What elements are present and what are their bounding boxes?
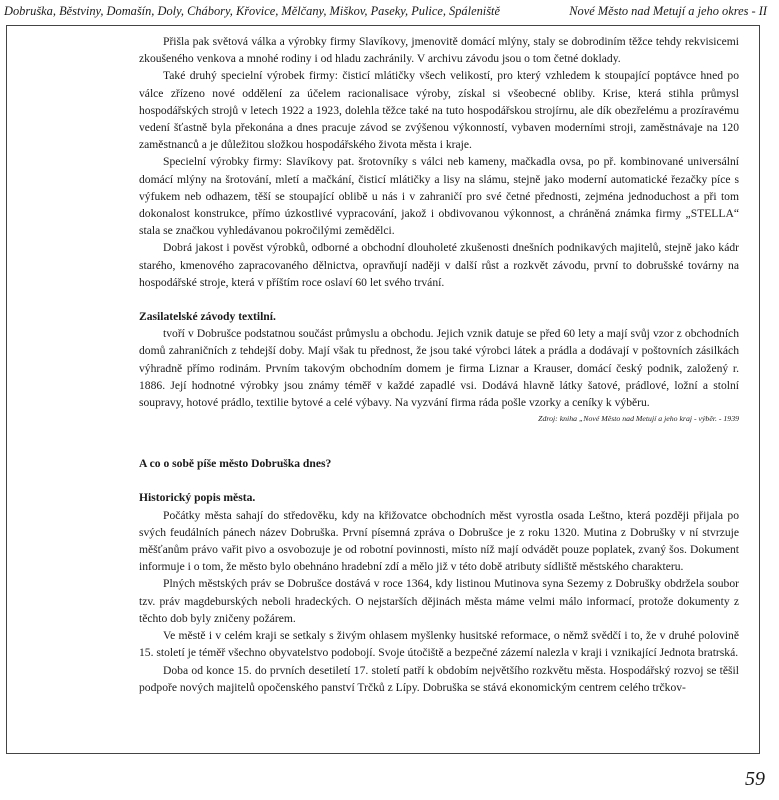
paragraph: tvoří v Dobrušce podstatnou součást průmyslu a obchodu. Jejich vznik datuje se před 60 lety a mají svůj vzor z obchodních domů zahraničních z tehdejší doby. Mají však tu přednost, že jsou také výrobci látek a prádla a dodávají v poštovních zásilkách výhradně přímo rodinám. Prvním takovým obchodním domem je firma Liznar a Krauser, domácí český podnik, založený r. 1886. Její hodnotné výrobky jsou známy téměř v každé zapadlé vsi. Dodává hlavně látky šatové, prádlové, ložní a stolní soupravy, hotové prádlo, textilie bytové a celé výbavy. Na vyzvání firma ráda pošle vzorky a ceníky k výběru. bbox=[139, 327, 739, 410]
header-place-list: Dobruška, Běstviny, Domašín, Doly, Chábory, Křovice, Mělčany, Miškov, Paseky, Pulice, Spáleniště bbox=[4, 4, 500, 18]
page-content bbox=[139, 33, 739, 696]
paragraph: Ve městě i v celém kraji se setkaly s živým ohlasem myšlenky husitské reformace, o němž svědčí i to, že v druhé polovině 15. století je téměř všechno obyvatelstvo podobojí. Svoje útočiště a bezpečné zázemí nalezla v kraji i vznikající Jednota bratrská. bbox=[139, 629, 739, 660]
running-header bbox=[0, 0, 779, 22]
article-title: A co o sobě píše město Dobruška dnes? bbox=[139, 457, 332, 471]
page-number: 59 bbox=[745, 768, 765, 790]
source-citation: Zdroj: kniha „Nové Město nad Metují a jeho kraj - výběr. - 1939 bbox=[538, 414, 739, 424]
section-heading: Historický popis města. bbox=[139, 491, 256, 505]
spacer bbox=[139, 425, 739, 455]
paragraph: Doba od konce 15. do prvních desetiletí 17. století patří k obdobím největšího rozkvětu města. Hospodářský rozvoj se těšil podpoře nových majitelů opočenského panství Trčků z Lípy. Dobruška se stává ekonomickým centrem celého trčkov- bbox=[139, 663, 739, 694]
paragraph: Specielní výrobky firmy: Slavíkovy pat. šrotovníky s válci neb kameny, mačkadla ovsa, po př. kombinované universální domácí mlýny na šrotování, mletí a mačkání, čisticí mlátičky a lisy na slámu, stejně jako moderní automatické řezačky píce s výfukem neb odhazem, těší se stoupající oblibě u nás i v zahraničí pro své četné přednosti, zejména jednoduchost a při tom dokonalost konstrukce, přímo úzkostlivé vypracování, jakož i obdivovanou výkonnost, a chráněná známka firmy „STELLA“ stala se značkou vyhledávanou pokročilými zemědělci. bbox=[139, 155, 739, 238]
spacer bbox=[139, 291, 739, 308]
paragraph: Plných městských práv se Dobrušce dostává v roce 1364, kdy listinou Mutinova syna Sezemy z Dobrušky obdržela soubor tzv. práv magdeburských neboli hradeckých. O nejstarších dějinách města máme velmi málo informací, protože dokumenty z těchto dob byly zničeny požárem. bbox=[139, 577, 739, 625]
paragraph: Dobrá jakost i pověst výrobků, odborné a obchodní dlouholeté zkušenosti dnešních podnikavých majitelů, stejně jako kádr starého, kmenového zapracovaného dělnictva, opravňují naději v další růst a rozkvět závodu, první to dobrušské továrny na hospodářské stroje, která v příštím roce oslaví 60 let svého trvání. bbox=[139, 241, 739, 289]
paragraph: Přišla pak světová válka a výrobky firmy Slavíkovy, jmenovitě domácí mlýny, staly se dobrodiním těžce tehdy rekvisicemi zkoušeného venkova a mnohé rodiny i od hladu zachránily. V archivu závodu jsou o tom četné doklady. bbox=[139, 35, 739, 66]
paragraph: Počátky města sahají do středověku, kdy na křižovatce obchodních měst vyrostla osada Leštno, která později přijala po svých feudálních pánech název Dobruška. První písemná zpráva o Dobrušce je z roku 1320. Mutina z Dobrušky v ní stvrzuje měšťanům právo vařit pivo a osvobozuje je od robotní povinnosti, místo níž mají odvádět pouze poplatek, zvaný šos. Dokument informuje i o tom, že město bylo obehnáno hradební zdí a mělo již v této době atributy sídliště městského charakteru. bbox=[139, 508, 739, 574]
header-book-title: Nové Město nad Metují a jeho okres - II bbox=[569, 4, 767, 18]
spacer bbox=[139, 472, 739, 489]
paragraph: Také druhý specielní výrobek firmy: čisticí mlátičky všech velikostí, pro který vzhledem k stoupající poptávce hned po válce zřízeno nové oddělení za účelem racionalisace výroby, získal si všeobecné obliby. Krise, která stihla průmysl hospodářských strojů v letech 1922 a 1923, dolehla těžce také na tuto hospodářskou strojírnu, ale dík obezřelému a prozíravému vedení šťastně byla překonána a dnes pracuje závod se zvýšenou výkonností, vybaven moderními stroji, zaměstnávaje na 120 zaměstnanců a je důležitou složkou hospodářského života města i kraje. bbox=[139, 69, 739, 152]
section-heading: Zasilatelské závody textilní. bbox=[139, 310, 276, 324]
